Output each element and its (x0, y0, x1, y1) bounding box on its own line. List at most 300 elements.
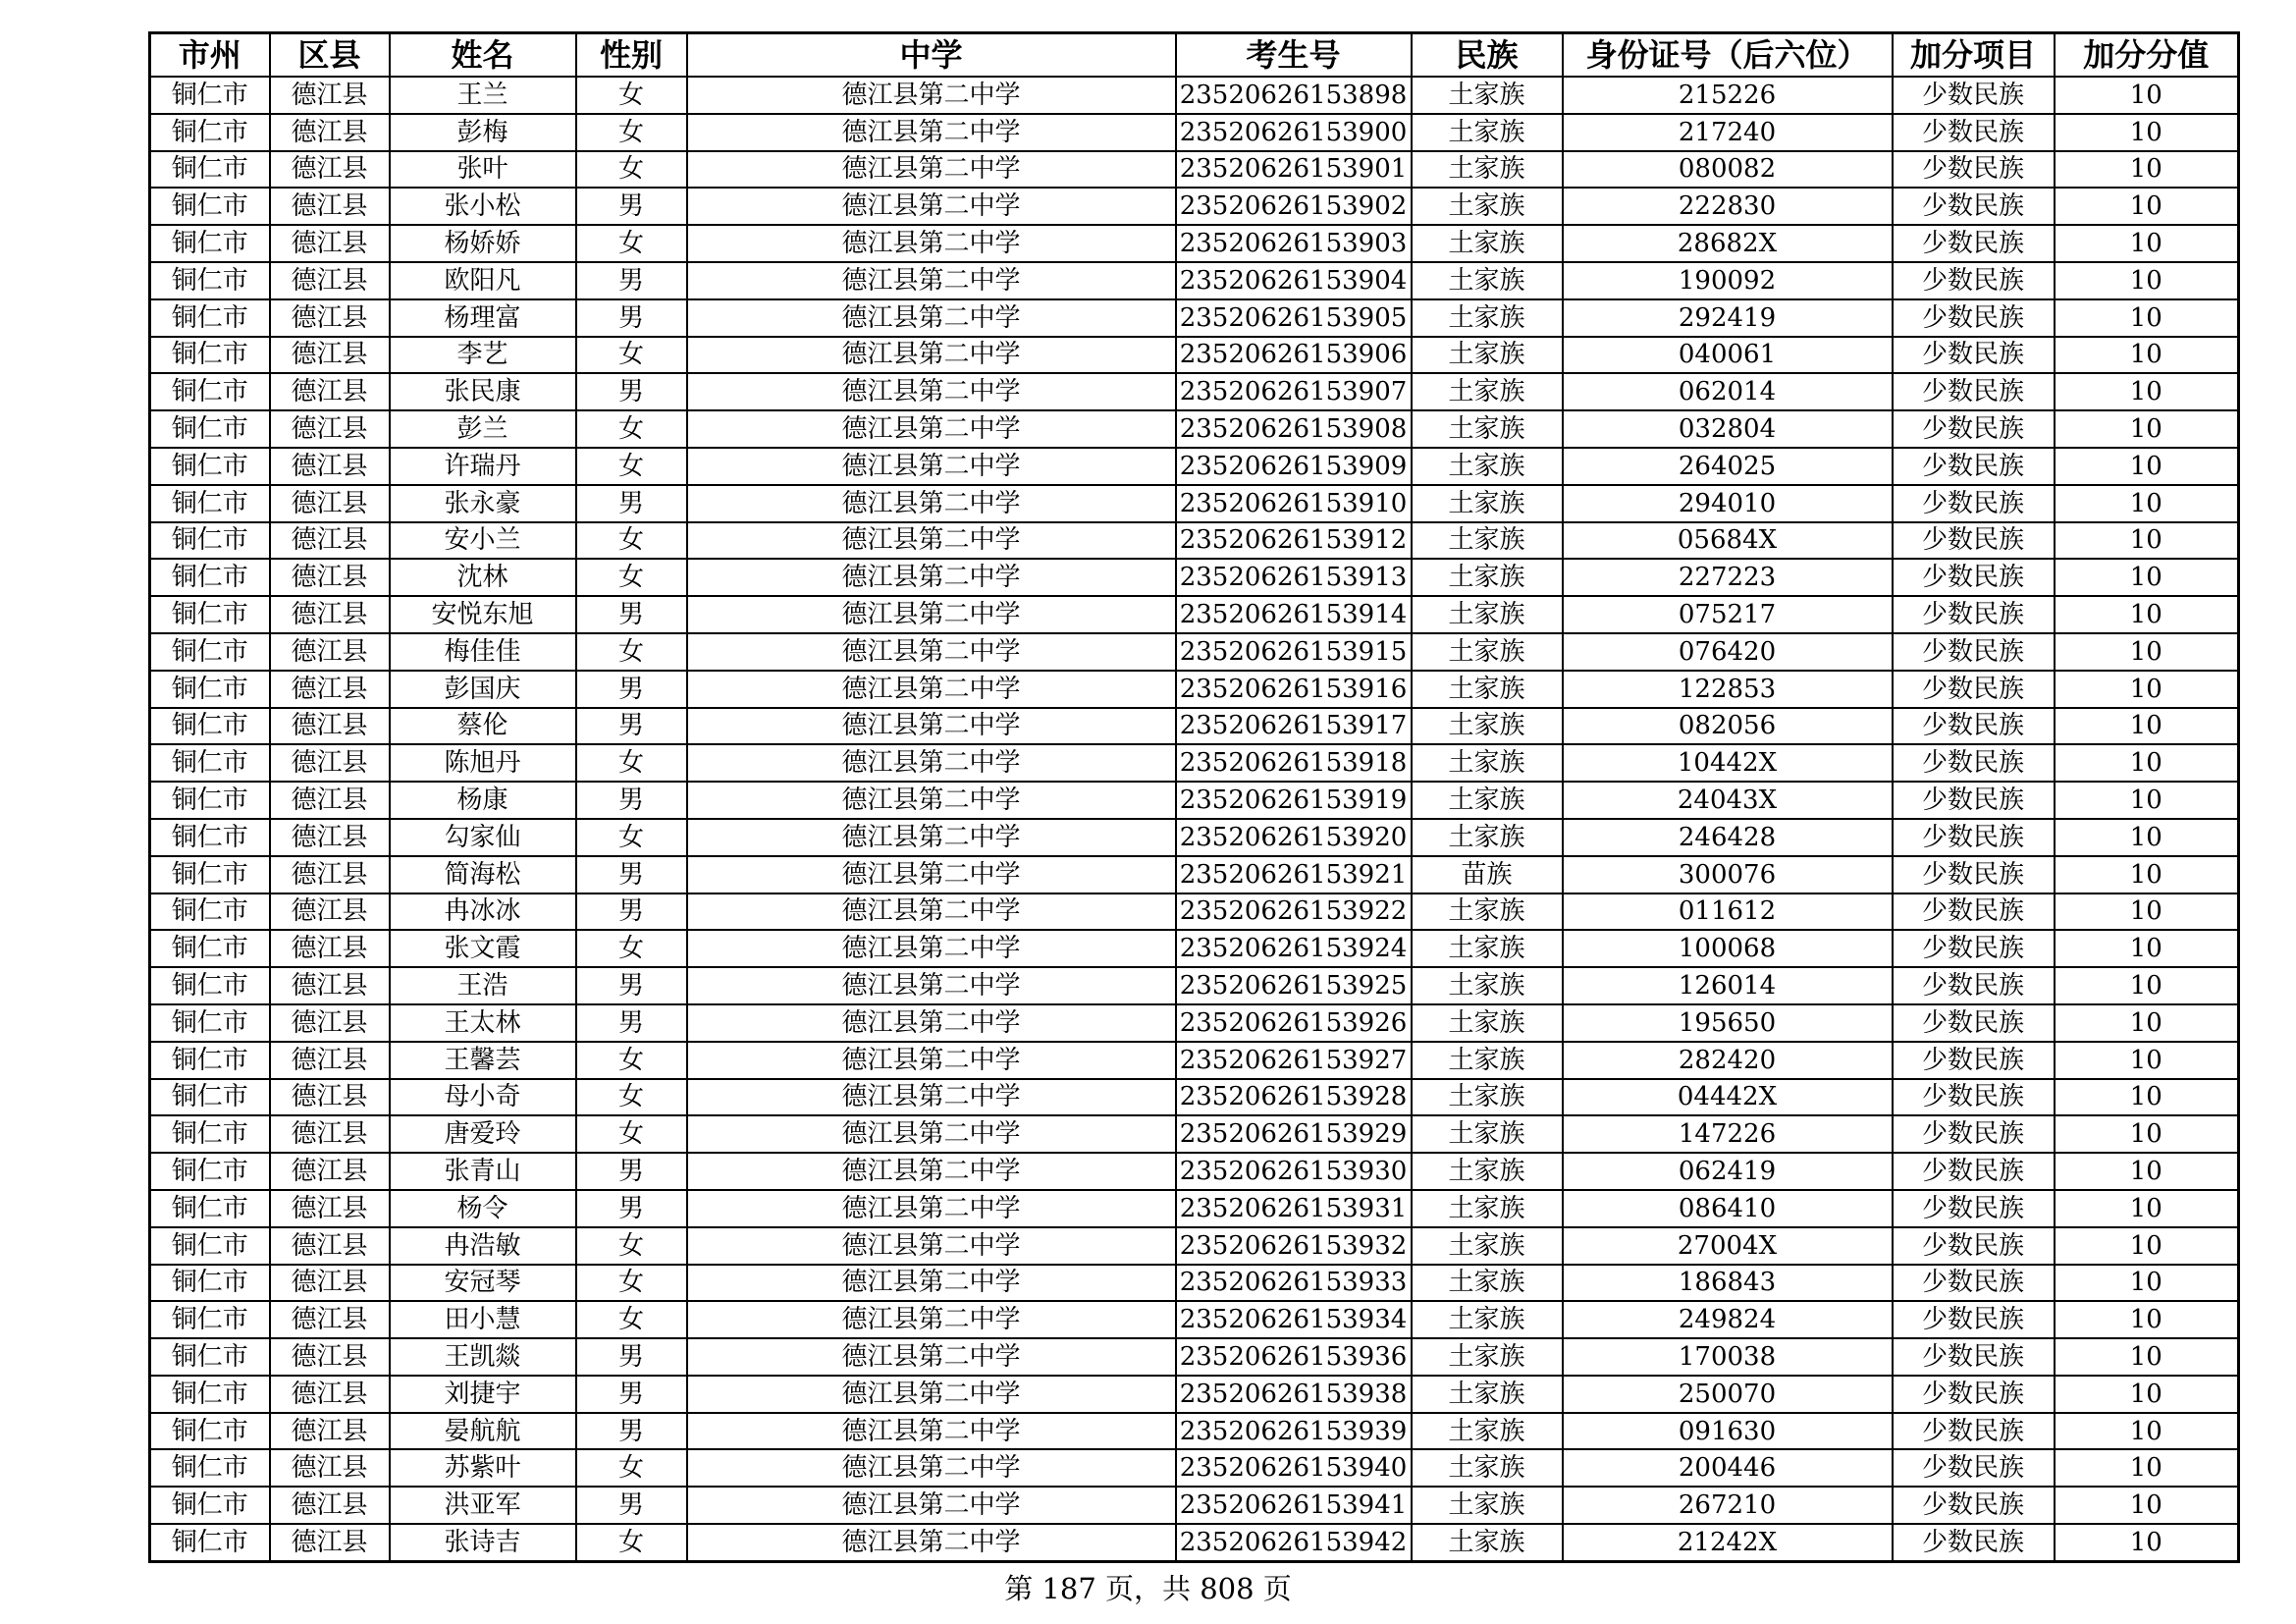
cell-bonus-value: 10 (2055, 782, 2239, 819)
cell-name: 母小奇 (390, 1079, 576, 1116)
cell-bonus-value: 10 (2055, 633, 2239, 671)
cell-id-last-six: 04442X (1563, 1079, 1893, 1116)
cell-city: 铜仁市 (150, 1413, 270, 1450)
cell-exam-number: 23520626153905 (1176, 299, 1412, 337)
cell-exam-number: 23520626153908 (1176, 410, 1412, 448)
cell-ethnicity: 土家族 (1412, 77, 1563, 114)
cell-id-last-six: 075217 (1563, 596, 1893, 633)
cell-name: 陈旭丹 (390, 744, 576, 782)
cell-name: 刘捷宇 (390, 1376, 576, 1413)
cell-id-last-six: 170038 (1563, 1338, 1893, 1376)
cell-gender: 女 (576, 1227, 687, 1265)
cell-school: 德江县第二中学 (687, 708, 1176, 745)
cell-bonus-value: 10 (2055, 1338, 2239, 1376)
cell-bonus-value: 10 (2055, 744, 2239, 782)
cell-gender: 男 (576, 1376, 687, 1413)
table-row (150, 744, 2239, 782)
cell-ethnicity: 土家族 (1412, 448, 1563, 485)
cell-school: 德江县第二中学 (687, 1115, 1176, 1153)
cell-city: 铜仁市 (150, 782, 270, 819)
cell-city: 铜仁市 (150, 744, 270, 782)
cell-bonus-item: 少数民族 (1893, 151, 2055, 189)
table-row (150, 1190, 2239, 1227)
cell-exam-number: 23520626153941 (1176, 1487, 1412, 1524)
cell-gender: 女 (576, 559, 687, 596)
cell-city: 铜仁市 (150, 1449, 270, 1487)
page-number: 第 187 页，共 808 页 (1004, 1572, 1292, 1605)
cell-exam-number: 23520626153938 (1176, 1376, 1412, 1413)
cell-ethnicity: 土家族 (1412, 1413, 1563, 1450)
cell-bonus-value: 10 (2055, 559, 2239, 596)
cell-id-last-six: 222830 (1563, 188, 1893, 225)
header-name: 姓名 (390, 33, 576, 78)
cell-bonus-item: 少数民族 (1893, 819, 2055, 856)
table-row (150, 373, 2239, 410)
cell-bonus-value: 10 (2055, 819, 2239, 856)
table-row (150, 337, 2239, 374)
cell-bonus-item: 少数民族 (1893, 633, 2055, 671)
cell-city: 铜仁市 (150, 262, 270, 299)
cell-bonus-value: 10 (2055, 1376, 2239, 1413)
cell-school: 德江县第二中学 (687, 1413, 1176, 1450)
cell-bonus-value: 10 (2055, 522, 2239, 560)
cell-gender: 女 (576, 1079, 687, 1116)
cell-gender: 男 (576, 1338, 687, 1376)
cell-name: 简海松 (390, 856, 576, 893)
header-ethnicity: 民族 (1412, 33, 1563, 78)
cell-gender: 女 (576, 1265, 687, 1302)
cell-id-last-six: 186843 (1563, 1265, 1893, 1302)
cell-bonus-item: 少数民族 (1893, 485, 2055, 522)
cell-county: 德江县 (270, 1227, 390, 1265)
cell-id-last-six: 086410 (1563, 1190, 1893, 1227)
cell-city: 铜仁市 (150, 1153, 270, 1190)
cell-name: 张永豪 (390, 485, 576, 522)
cell-school: 德江县第二中学 (687, 225, 1176, 262)
cell-name: 王兰 (390, 77, 576, 114)
cell-city: 铜仁市 (150, 522, 270, 560)
table-row (150, 1487, 2239, 1524)
cell-exam-number: 23520626153942 (1176, 1524, 1412, 1561)
cell-gender: 女 (576, 1042, 687, 1079)
cell-ethnicity: 土家族 (1412, 262, 1563, 299)
cell-bonus-item: 少数民族 (1893, 1153, 2055, 1190)
cell-name: 王馨芸 (390, 1042, 576, 1079)
table-row (150, 77, 2239, 114)
cell-exam-number: 23520626153934 (1176, 1301, 1412, 1338)
cell-city: 铜仁市 (150, 596, 270, 633)
cell-exam-number: 23520626153924 (1176, 930, 1412, 967)
cell-name: 田小慧 (390, 1301, 576, 1338)
cell-school: 德江县第二中学 (687, 671, 1176, 708)
cell-county: 德江县 (270, 1004, 390, 1042)
table-row (150, 151, 2239, 189)
cell-city: 铜仁市 (150, 410, 270, 448)
cell-id-last-six: 011612 (1563, 893, 1893, 931)
cell-bonus-value: 10 (2055, 448, 2239, 485)
cell-bonus-item: 少数民族 (1893, 77, 2055, 114)
cell-bonus-value: 10 (2055, 1227, 2239, 1265)
cell-id-last-six: 24043X (1563, 782, 1893, 819)
cell-ethnicity: 土家族 (1412, 633, 1563, 671)
cell-gender: 男 (576, 967, 687, 1004)
cell-id-last-six: 126014 (1563, 967, 1893, 1004)
cell-bonus-item: 少数民族 (1893, 1190, 2055, 1227)
cell-bonus-item: 少数民族 (1893, 1042, 2055, 1079)
cell-exam-number: 23520626153918 (1176, 744, 1412, 782)
cell-id-last-six: 062419 (1563, 1153, 1893, 1190)
cell-name: 安小兰 (390, 522, 576, 560)
cell-ethnicity: 土家族 (1412, 1449, 1563, 1487)
cell-exam-number: 23520626153921 (1176, 856, 1412, 893)
cell-exam-number: 23520626153916 (1176, 671, 1412, 708)
cell-id-last-six: 294010 (1563, 485, 1893, 522)
cell-name: 王凯燚 (390, 1338, 576, 1376)
cell-gender: 男 (576, 1190, 687, 1227)
cell-bonus-value: 10 (2055, 1004, 2239, 1042)
cell-school: 德江县第二中学 (687, 1153, 1176, 1190)
cell-ethnicity: 土家族 (1412, 1524, 1563, 1561)
cell-county: 德江县 (270, 819, 390, 856)
cell-bonus-value: 10 (2055, 596, 2239, 633)
cell-name: 王太林 (390, 1004, 576, 1042)
cell-bonus-value: 10 (2055, 188, 2239, 225)
cell-ethnicity: 土家族 (1412, 188, 1563, 225)
cell-school: 德江县第二中学 (687, 373, 1176, 410)
cell-ethnicity: 土家族 (1412, 1079, 1563, 1116)
header-city: 市州 (150, 33, 270, 78)
cell-exam-number: 23520626153927 (1176, 1042, 1412, 1079)
cell-county: 德江县 (270, 299, 390, 337)
cell-county: 德江县 (270, 1301, 390, 1338)
cell-name: 沈林 (390, 559, 576, 596)
cell-city: 铜仁市 (150, 1079, 270, 1116)
cell-id-last-six: 080082 (1563, 151, 1893, 189)
cell-id-last-six: 217240 (1563, 114, 1893, 151)
table-row (150, 114, 2239, 151)
cell-name: 张民康 (390, 373, 576, 410)
cell-exam-number: 23520626153920 (1176, 819, 1412, 856)
cell-id-last-six: 032804 (1563, 410, 1893, 448)
cell-exam-number: 23520626153907 (1176, 373, 1412, 410)
header-school: 中学 (687, 33, 1176, 78)
cell-name: 张叶 (390, 151, 576, 189)
cell-city: 铜仁市 (150, 299, 270, 337)
cell-exam-number: 23520626153940 (1176, 1449, 1412, 1487)
cell-ethnicity: 土家族 (1412, 559, 1563, 596)
cell-county: 德江县 (270, 1115, 390, 1153)
cell-bonus-value: 10 (2055, 337, 2239, 374)
cell-bonus-value: 10 (2055, 1487, 2239, 1524)
cell-school: 德江县第二中学 (687, 1301, 1176, 1338)
cell-gender: 女 (576, 151, 687, 189)
cell-id-last-six: 10442X (1563, 744, 1893, 782)
cell-name: 杨康 (390, 782, 576, 819)
cell-bonus-item: 少数民族 (1893, 930, 2055, 967)
cell-bonus-value: 10 (2055, 856, 2239, 893)
cell-school: 德江县第二中学 (687, 744, 1176, 782)
cell-exam-number: 23520626153900 (1176, 114, 1412, 151)
cell-school: 德江县第二中学 (687, 596, 1176, 633)
cell-id-last-six: 100068 (1563, 930, 1893, 967)
cell-name: 梅佳佳 (390, 633, 576, 671)
bonus-points-table (148, 31, 2240, 1563)
cell-exam-number: 23520626153898 (1176, 77, 1412, 114)
cell-city: 铜仁市 (150, 151, 270, 189)
cell-id-last-six: 28682X (1563, 225, 1893, 262)
table-row (150, 708, 2239, 745)
cell-county: 德江县 (270, 448, 390, 485)
cell-school: 德江县第二中学 (687, 1042, 1176, 1079)
cell-city: 铜仁市 (150, 77, 270, 114)
cell-bonus-item: 少数民族 (1893, 114, 2055, 151)
cell-city: 铜仁市 (150, 1376, 270, 1413)
cell-id-last-six: 249824 (1563, 1301, 1893, 1338)
cell-bonus-item: 少数民族 (1893, 782, 2055, 819)
cell-city: 铜仁市 (150, 485, 270, 522)
cell-exam-number: 23520626153906 (1176, 337, 1412, 374)
cell-city: 铜仁市 (150, 1042, 270, 1079)
cell-bonus-item: 少数民族 (1893, 1079, 2055, 1116)
cell-bonus-value: 10 (2055, 893, 2239, 931)
cell-gender: 男 (576, 1413, 687, 1450)
cell-ethnicity: 土家族 (1412, 1115, 1563, 1153)
cell-name: 彭国庆 (390, 671, 576, 708)
cell-city: 铜仁市 (150, 633, 270, 671)
cell-school: 德江县第二中学 (687, 782, 1176, 819)
cell-id-last-six: 27004X (1563, 1227, 1893, 1265)
table-row (150, 1004, 2239, 1042)
cell-gender: 男 (576, 671, 687, 708)
cell-exam-number: 23520626153939 (1176, 1413, 1412, 1450)
cell-gender: 男 (576, 893, 687, 931)
cell-bonus-value: 10 (2055, 1449, 2239, 1487)
cell-county: 德江县 (270, 337, 390, 374)
cell-bonus-value: 10 (2055, 708, 2239, 745)
cell-exam-number: 23520626153931 (1176, 1190, 1412, 1227)
cell-gender: 男 (576, 1153, 687, 1190)
cell-city: 铜仁市 (150, 930, 270, 967)
table-header (150, 33, 2239, 78)
cell-school: 德江县第二中学 (687, 633, 1176, 671)
header-bonus-item: 加分项目 (1893, 33, 2055, 78)
cell-id-last-six: 227223 (1563, 559, 1893, 596)
cell-id-last-six: 05684X (1563, 522, 1893, 560)
cell-ethnicity: 土家族 (1412, 930, 1563, 967)
cell-ethnicity: 土家族 (1412, 151, 1563, 189)
cell-exam-number: 23520626153936 (1176, 1338, 1412, 1376)
cell-name: 许瑞丹 (390, 448, 576, 485)
cell-exam-number: 23520626153912 (1176, 522, 1412, 560)
cell-name: 张青山 (390, 1153, 576, 1190)
cell-exam-number: 23520626153933 (1176, 1265, 1412, 1302)
cell-school: 德江县第二中学 (687, 337, 1176, 374)
table-row (150, 633, 2239, 671)
header-county: 区县 (270, 33, 390, 78)
cell-bonus-item: 少数民族 (1893, 744, 2055, 782)
cell-school: 德江县第二中学 (687, 1227, 1176, 1265)
cell-gender: 男 (576, 1487, 687, 1524)
cell-ethnicity: 土家族 (1412, 744, 1563, 782)
cell-id-last-six: 190092 (1563, 262, 1893, 299)
cell-county: 德江县 (270, 596, 390, 633)
cell-exam-number: 23520626153915 (1176, 633, 1412, 671)
cell-gender: 女 (576, 633, 687, 671)
cell-county: 德江县 (270, 1265, 390, 1302)
cell-county: 德江县 (270, 856, 390, 893)
cell-bonus-value: 10 (2055, 1524, 2239, 1561)
cell-gender: 男 (576, 373, 687, 410)
cell-county: 德江县 (270, 225, 390, 262)
cell-gender: 女 (576, 448, 687, 485)
cell-name: 杨令 (390, 1190, 576, 1227)
cell-id-last-six: 292419 (1563, 299, 1893, 337)
cell-bonus-item: 少数民族 (1893, 1004, 2055, 1042)
cell-name: 杨理富 (390, 299, 576, 337)
table-row (150, 1338, 2239, 1376)
cell-city: 铜仁市 (150, 1115, 270, 1153)
header-bonus-value: 加分分值 (2055, 33, 2239, 78)
cell-ethnicity: 土家族 (1412, 1487, 1563, 1524)
cell-bonus-item: 少数民族 (1893, 299, 2055, 337)
cell-name: 彭梅 (390, 114, 576, 151)
cell-ethnicity: 土家族 (1412, 485, 1563, 522)
cell-ethnicity: 土家族 (1412, 708, 1563, 745)
cell-name: 张小松 (390, 188, 576, 225)
cell-gender: 女 (576, 930, 687, 967)
cell-school: 德江县第二中学 (687, 1524, 1176, 1561)
cell-city: 铜仁市 (150, 1265, 270, 1302)
cell-name: 晏航航 (390, 1413, 576, 1450)
cell-exam-number: 23520626153910 (1176, 485, 1412, 522)
cell-ethnicity: 土家族 (1412, 1338, 1563, 1376)
cell-city: 铜仁市 (150, 114, 270, 151)
cell-county: 德江县 (270, 1449, 390, 1487)
cell-bonus-item: 少数民族 (1893, 967, 2055, 1004)
table-row (150, 1265, 2239, 1302)
cell-county: 德江县 (270, 1042, 390, 1079)
cell-gender: 女 (576, 522, 687, 560)
cell-id-last-six: 195650 (1563, 1004, 1893, 1042)
cell-id-last-six: 282420 (1563, 1042, 1893, 1079)
cell-county: 德江县 (270, 262, 390, 299)
cell-id-last-six: 215226 (1563, 77, 1893, 114)
cell-ethnicity: 土家族 (1412, 1376, 1563, 1413)
cell-name: 蔡伦 (390, 708, 576, 745)
cell-county: 德江县 (270, 633, 390, 671)
cell-ethnicity: 土家族 (1412, 1042, 1563, 1079)
cell-exam-number: 23520626153909 (1176, 448, 1412, 485)
cell-school: 德江县第二中学 (687, 930, 1176, 967)
table-row (150, 967, 2239, 1004)
cell-school: 德江县第二中学 (687, 522, 1176, 560)
cell-city: 铜仁市 (150, 708, 270, 745)
cell-id-last-six: 082056 (1563, 708, 1893, 745)
cell-bonus-value: 10 (2055, 151, 2239, 189)
cell-ethnicity: 土家族 (1412, 1265, 1563, 1302)
cell-bonus-item: 少数民族 (1893, 671, 2055, 708)
cell-bonus-item: 少数民族 (1893, 337, 2055, 374)
cell-bonus-item: 少数民族 (1893, 448, 2055, 485)
cell-gender: 男 (576, 262, 687, 299)
cell-county: 德江县 (270, 782, 390, 819)
cell-bonus-value: 10 (2055, 262, 2239, 299)
cell-city: 铜仁市 (150, 819, 270, 856)
cell-gender: 女 (576, 1449, 687, 1487)
cell-name: 李艺 (390, 337, 576, 374)
cell-gender: 男 (576, 188, 687, 225)
cell-school: 德江县第二中学 (687, 1190, 1176, 1227)
cell-bonus-item: 少数民族 (1893, 1115, 2055, 1153)
cell-county: 德江县 (270, 1190, 390, 1227)
cell-name: 冉冰冰 (390, 893, 576, 931)
cell-id-last-six: 062014 (1563, 373, 1893, 410)
header-gender: 性别 (576, 33, 687, 78)
cell-county: 德江县 (270, 410, 390, 448)
header-id-last-six: 身份证号（后六位） (1563, 33, 1893, 78)
cell-gender: 女 (576, 114, 687, 151)
cell-school: 德江县第二中学 (687, 485, 1176, 522)
cell-bonus-item: 少数民族 (1893, 1338, 2055, 1376)
cell-school: 德江县第二中学 (687, 1004, 1176, 1042)
cell-ethnicity: 苗族 (1412, 856, 1563, 893)
table-row (150, 410, 2239, 448)
table-row (150, 1153, 2239, 1190)
table-row (150, 782, 2239, 819)
cell-bonus-value: 10 (2055, 1115, 2239, 1153)
cell-ethnicity: 土家族 (1412, 299, 1563, 337)
cell-gender: 女 (576, 819, 687, 856)
cell-county: 德江县 (270, 522, 390, 560)
cell-ethnicity: 土家族 (1412, 1301, 1563, 1338)
cell-exam-number: 23520626153926 (1176, 1004, 1412, 1042)
cell-bonus-value: 10 (2055, 1079, 2239, 1116)
cell-gender: 男 (576, 596, 687, 633)
table-row (150, 1524, 2239, 1561)
cell-bonus-item: 少数民族 (1893, 1376, 2055, 1413)
cell-bonus-value: 10 (2055, 967, 2239, 1004)
cell-school: 德江县第二中学 (687, 1487, 1176, 1524)
cell-ethnicity: 土家族 (1412, 410, 1563, 448)
cell-school: 德江县第二中学 (687, 1079, 1176, 1116)
cell-bonus-item: 少数民族 (1893, 559, 2055, 596)
cell-name: 王浩 (390, 967, 576, 1004)
header-row (150, 33, 2239, 78)
cell-bonus-value: 10 (2055, 114, 2239, 151)
table-row (150, 1115, 2239, 1153)
cell-exam-number: 23520626153932 (1176, 1227, 1412, 1265)
cell-bonus-value: 10 (2055, 1265, 2239, 1302)
cell-ethnicity: 土家族 (1412, 893, 1563, 931)
cell-school: 德江县第二中学 (687, 819, 1176, 856)
table-row (150, 188, 2239, 225)
cell-bonus-item: 少数民族 (1893, 856, 2055, 893)
cell-id-last-six: 250070 (1563, 1376, 1893, 1413)
table-row (150, 225, 2239, 262)
cell-name: 彭兰 (390, 410, 576, 448)
cell-id-last-six: 246428 (1563, 819, 1893, 856)
cell-gender: 女 (576, 337, 687, 374)
cell-ethnicity: 土家族 (1412, 967, 1563, 1004)
cell-county: 德江县 (270, 1413, 390, 1450)
cell-bonus-item: 少数民族 (1893, 1524, 2055, 1561)
cell-county: 德江县 (270, 1153, 390, 1190)
cell-county: 德江县 (270, 930, 390, 967)
cell-bonus-item: 少数民族 (1893, 410, 2055, 448)
cell-ethnicity: 土家族 (1412, 114, 1563, 151)
cell-ethnicity: 土家族 (1412, 225, 1563, 262)
cell-exam-number: 23520626153922 (1176, 893, 1412, 931)
